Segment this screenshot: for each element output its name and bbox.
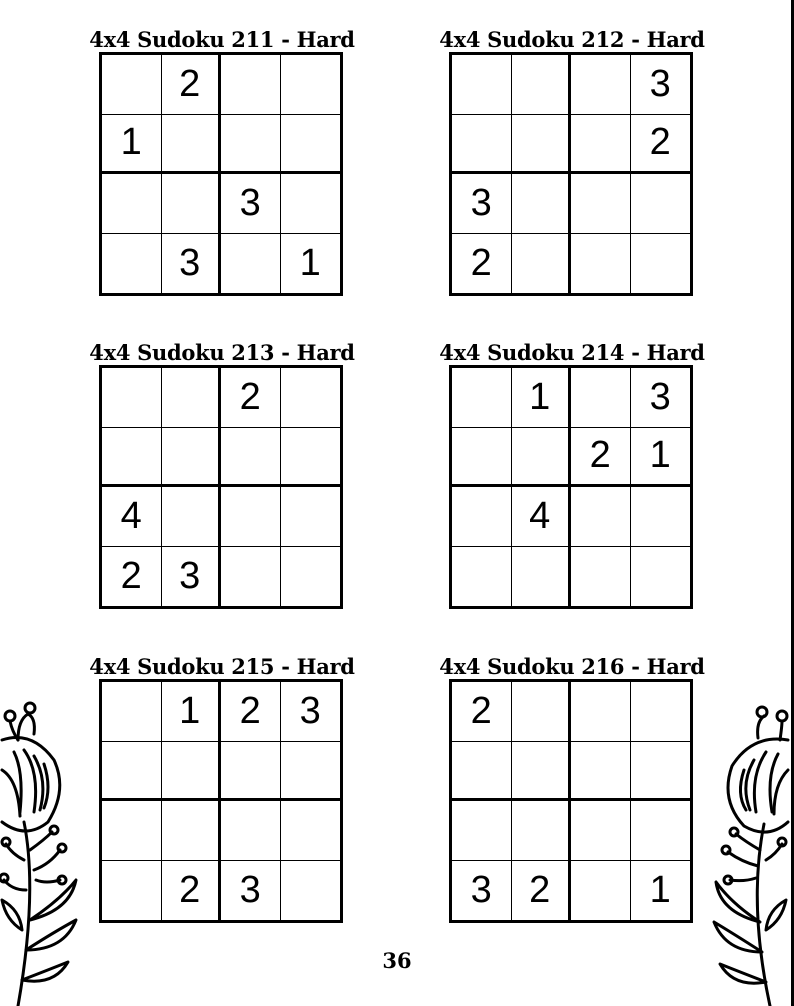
grid-cell[interactable]: [281, 174, 341, 234]
grid-cell[interactable]: 2: [162, 861, 222, 921]
grid-cell[interactable]: [452, 801, 512, 861]
sudoku-grid: [449, 52, 693, 296]
grid-cell[interactable]: [221, 547, 281, 607]
grid-cell[interactable]: [162, 801, 222, 861]
grid-cell[interactable]: 3: [221, 174, 281, 234]
grid-cell[interactable]: 3: [162, 547, 222, 607]
grid-cell[interactable]: [221, 55, 281, 115]
grid-cell[interactable]: [281, 115, 341, 175]
grid-cell[interactable]: 3: [631, 55, 691, 115]
grid-cell[interactable]: 1: [512, 368, 572, 428]
grid-cell[interactable]: [281, 428, 341, 488]
puzzle-title: 4x4 Sudoku 213 - Hard: [89, 340, 355, 365]
grid-cell[interactable]: [102, 861, 162, 921]
grid-cell[interactable]: [571, 55, 631, 115]
grid-cell[interactable]: [571, 801, 631, 861]
grid-cell[interactable]: [512, 682, 572, 742]
sudoku-grid: [449, 365, 693, 609]
grid-cell[interactable]: [512, 234, 572, 294]
grid-cell[interactable]: 2: [452, 234, 512, 294]
grid-cell[interactable]: [281, 487, 341, 547]
grid-cell[interactable]: [631, 174, 691, 234]
grid-cell[interactable]: [631, 234, 691, 294]
grid-cell[interactable]: [102, 55, 162, 115]
puzzle-title: 4x4 Sudoku 211 - Hard: [89, 27, 355, 52]
grid-cell[interactable]: [162, 368, 222, 428]
grid-cell[interactable]: [571, 368, 631, 428]
grid-cell[interactable]: [102, 742, 162, 802]
grid-cell[interactable]: [281, 368, 341, 428]
grid-cell[interactable]: 1: [299, 241, 321, 284]
grid-cell[interactable]: 2: [162, 55, 222, 115]
grid-cell[interactable]: 3: [452, 861, 512, 921]
grid-cell[interactable]: [631, 487, 691, 547]
grid-cell[interactable]: 4: [512, 487, 572, 547]
grid-cell[interactable]: [512, 174, 572, 234]
flower-icon: [702, 700, 790, 1006]
grid-cell[interactable]: 3: [162, 234, 222, 294]
grid-cell[interactable]: [452, 368, 512, 428]
grid-cell[interactable]: [452, 55, 512, 115]
grid-cell[interactable]: [162, 115, 222, 175]
grid-cell[interactable]: 1: [631, 428, 691, 488]
flower-icon: [0, 700, 90, 1006]
grid-cell[interactable]: 3: [221, 861, 281, 921]
sudoku-grid: [99, 52, 343, 296]
grid-cell[interactable]: [631, 742, 691, 802]
grid-cell[interactable]: [631, 801, 691, 861]
grid-cell[interactable]: [162, 174, 222, 234]
grid-cell[interactable]: [452, 742, 512, 802]
grid-cell[interactable]: [571, 115, 631, 175]
grid-cell[interactable]: [571, 861, 631, 921]
grid-cell[interactable]: [512, 115, 572, 175]
grid-cell[interactable]: 2: [571, 428, 631, 488]
grid-cell[interactable]: 2: [102, 547, 162, 607]
grid-cell[interactable]: [571, 682, 631, 742]
grid-cell[interactable]: [221, 742, 281, 802]
puzzle-title: 4x4 Sudoku 215 - Hard: [89, 654, 355, 679]
grid-cell[interactable]: [221, 428, 281, 488]
grid-cell[interactable]: [571, 742, 631, 802]
sudoku-grid: [99, 679, 343, 923]
grid-cell[interactable]: 1: [162, 682, 222, 742]
grid-cell[interactable]: [281, 55, 341, 115]
grid-cell[interactable]: 4: [102, 487, 162, 547]
grid-cell[interactable]: 2: [221, 682, 281, 742]
grid-cell[interactable]: [512, 55, 572, 115]
grid-cell[interactable]: [512, 742, 572, 802]
grid-cell[interactable]: [571, 547, 631, 607]
puzzle-title: 4x4 Sudoku 216 - Hard: [439, 654, 705, 679]
sudoku-grid: [99, 365, 343, 609]
grid-cell[interactable]: 3: [631, 368, 691, 428]
grid-cell[interactable]: [452, 115, 512, 175]
grid-cell[interactable]: [631, 682, 691, 742]
grid-cell[interactable]: 2: [512, 861, 572, 921]
grid-cell[interactable]: [102, 682, 162, 742]
grid-cell[interactable]: [631, 547, 691, 607]
grid-cell[interactable]: 1: [102, 115, 162, 175]
grid-cell[interactable]: [452, 428, 512, 488]
grid-cell[interactable]: [102, 368, 162, 428]
grid-cell[interactable]: [281, 547, 341, 607]
grid-cell[interactable]: [281, 861, 341, 921]
grid-cell[interactable]: 1: [649, 868, 671, 911]
grid-cell[interactable]: [162, 742, 222, 802]
grid-cell[interactable]: [221, 115, 281, 175]
grid-cell[interactable]: [512, 428, 572, 488]
grid-cell[interactable]: 3: [281, 682, 341, 742]
grid-cell[interactable]: [571, 487, 631, 547]
grid-cell[interactable]: [102, 428, 162, 488]
grid-cell[interactable]: 2: [452, 682, 512, 742]
grid-cell[interactable]: [102, 234, 162, 294]
grid-cell[interactable]: [162, 428, 222, 488]
grid-cell[interactable]: [571, 234, 631, 294]
grid-cell[interactable]: [571, 174, 631, 234]
grid-cell[interactable]: [221, 234, 281, 294]
grid-cell[interactable]: [281, 742, 341, 802]
grid-cell[interactable]: 2: [631, 115, 691, 175]
sudoku-grid: [449, 679, 693, 923]
grid-cell[interactable]: [102, 801, 162, 861]
puzzle-title: 4x4 Sudoku 214 - Hard: [439, 340, 705, 365]
grid-cell[interactable]: [162, 487, 222, 547]
grid-cell[interactable]: [512, 801, 572, 861]
grid-cell[interactable]: 2: [221, 368, 281, 428]
grid-cell[interactable]: 3: [452, 174, 512, 234]
grid-cell[interactable]: [452, 487, 512, 547]
puzzle-title: 4x4 Sudoku 212 - Hard: [439, 27, 705, 52]
grid-cell[interactable]: [512, 547, 572, 607]
grid-cell[interactable]: [221, 801, 281, 861]
grid-cell[interactable]: [281, 801, 341, 861]
grid-cell[interactable]: [452, 547, 512, 607]
grid-cell[interactable]: [102, 174, 162, 234]
grid-cell[interactable]: [221, 487, 281, 547]
page-number: 36: [382, 948, 412, 973]
